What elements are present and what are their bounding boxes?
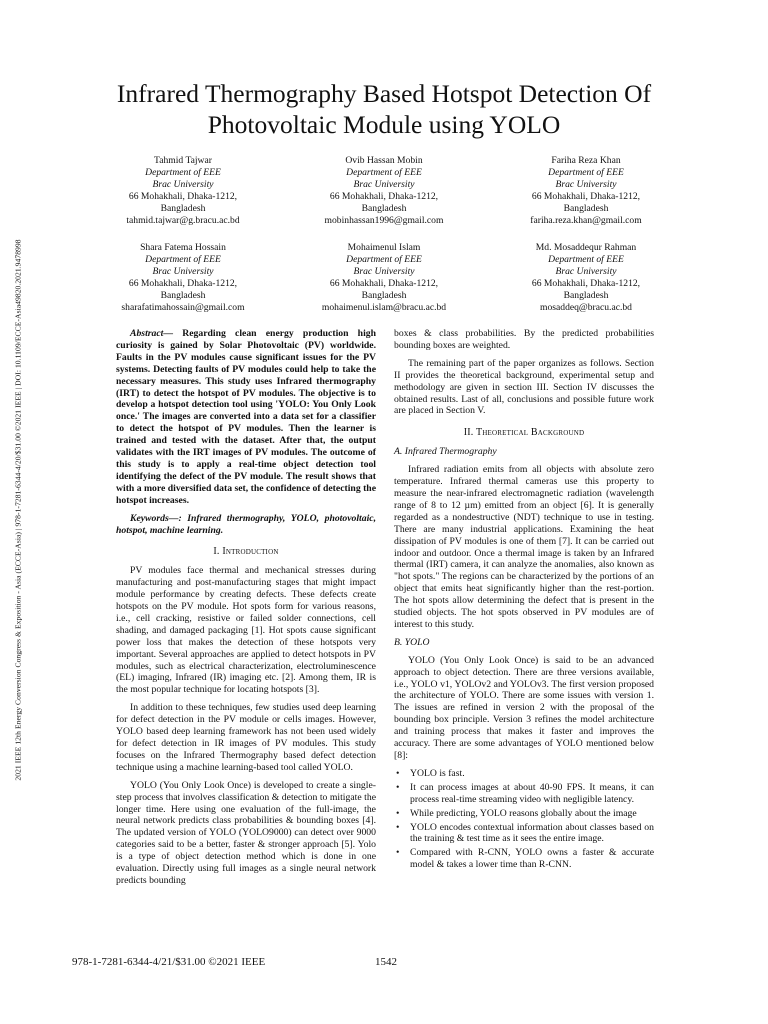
- author-addr: 66 Mohakhali, Dhaka-1212,: [128, 191, 238, 202]
- author-block-2: [279, 155, 489, 227]
- author-dept: Department of EEE: [548, 167, 624, 178]
- author-univ: Brac University: [152, 266, 214, 277]
- author-dept: Department of EEE: [145, 167, 221, 178]
- author-name: Fariha Reza Khan: [551, 155, 621, 166]
- intro-paragraph-1: PV modules face thermal and mechanical stresses during manufacturing and post-manufacturing stages that might impact module performance by creating defects. These defects create hotspots on the PV module. Hot spots form for various reasons, i.e., cell cracking, resistive or failed solder connections, cell shading, and damaged packaging [1]. Hot spots cause significant power loss that makes the detection of these hotspots very important. Several approaches are applied to detect hotspots in PV modules, such as electrical characterization, electroluminescence (EL) imaging, Infrared (IR) imaging etc. [2]. Among them, IR is the most popular technique for locating hotspots [3].: [116, 565, 376, 696]
- author-name: Shara Fatema Hossain: [140, 242, 226, 253]
- left-column: [116, 328, 376, 893]
- author-univ: Brac University: [353, 179, 415, 190]
- bullet-icon: •: [396, 807, 400, 819]
- author-name: Ovib Hassan Mobin: [345, 155, 423, 166]
- author-country: Bangladesh: [160, 203, 206, 214]
- section-heading-introduction: I. Introduction: [213, 546, 279, 558]
- footer-page-number: 1542: [375, 956, 397, 968]
- bullet-icon: •: [396, 821, 400, 833]
- list-item: • YOLO encodes contextual information about classes based on the training & test time as it sees the entire image.: [396, 821, 654, 845]
- right-paragraph-0: boxes & class probabilities. By the predicted probabilities bounding boxes are weighted.: [394, 328, 654, 351]
- author-addr: 66 Mohakhali, Dhaka-1212,: [128, 278, 238, 289]
- author-country: Bangladesh: [563, 203, 609, 214]
- author-univ: Brac University: [555, 179, 617, 190]
- list-item: • YOLO is fast.: [396, 767, 465, 779]
- author-block-5: [279, 242, 489, 314]
- intro-paragraph-2: In addition to these techniques, few studies used deep learning for defect detection in the PV module or cells images. However, YOLO based deep learning framework has not been used widely for defect detection in IR images of PV modules. This study focuses on the Infrared Thermography based defect detection technique using a machine learning-based tool called YOLO.: [116, 702, 376, 773]
- author-email[interactable]: mobinhassan1996@gmail.com: [324, 215, 444, 226]
- side-metadata: [9, 150, 27, 870]
- author-univ: Brac University: [353, 266, 415, 277]
- author-addr: 66 Mohakhali, Dhaka-1212,: [531, 191, 641, 202]
- bullet-icon: •: [396, 781, 400, 793]
- keywords: Keywords—: Infrared thermography, YOLO, photovoltaic, hotspot, machine learning.: [116, 512, 376, 536]
- author-dept: Department of EEE: [548, 254, 624, 265]
- author-email[interactable]: tahmid.tajwar@g.bracu.ac.bd: [126, 215, 240, 226]
- author-block-6: [481, 242, 691, 314]
- author-email[interactable]: fariha.reza.khan@gmail.com: [530, 215, 642, 226]
- author-name: Mohaimenul Islam: [347, 242, 421, 253]
- list-item: • While predicting, YOLO reasons globally about the image: [396, 807, 637, 819]
- author-block-3: [481, 155, 691, 227]
- author-addr: 66 Mohakhali, Dhaka-1212,: [531, 278, 641, 289]
- author-email[interactable]: mohaimenul.islam@bracu.ac.bd: [321, 302, 447, 313]
- list-item: • Compared with R-CNN, YOLO owns a faster & accurate model & takes a lower time than R-CNN.: [396, 847, 654, 871]
- right-paragraph-1: The remaining part of the paper organizes as follows. Section II provides the theoretical background, experimental setup and methodology are given in section III. Section IV discusses the obtained results. Last of all, conclusions and possible future work are placed in Section V.: [394, 357, 654, 417]
- author-country: Bangladesh: [160, 290, 206, 301]
- author-email[interactable]: sharafatimahossain@gmail.com: [121, 302, 245, 313]
- author-email[interactable]: mosaddeq@bracu.ac.bd: [540, 302, 632, 313]
- bullet-icon: •: [396, 847, 400, 859]
- abstract: [116, 328, 376, 507]
- author-country: Bangladesh: [563, 290, 609, 301]
- author-name: Tahmid Tajwar: [154, 155, 212, 166]
- right-column: [394, 328, 654, 873]
- section-heading-theoretical-background: II. Theoretical Background: [463, 427, 585, 439]
- infrared-paragraph: Infrared radiation emits from all objects with absolute zero temperature. Infrared thermal cameras use this property to measure the near-infrared electromagnetic radiation (wavelength range of 8 to 12 µm) emitted from an object [6]. It is generally regarded as a nondestructive (NDT) technique to use in testing. There are many industrial applications. Examining the heat dissipation of PV modules is one of them [7]. It can be carried out indoor and outdoor. Once a thermal image is taken by an Infrared thermal (IRT) camera, it can analyze the anomalies, also known as "hot spots." The regions can be characterized by the portions of an object that emits heat significantly higher than the rest-portion. The hot spots allow determining the defect that is present in the studied objects. The hot spots observed in PV modules are of interest to this study.: [394, 464, 654, 630]
- paper-title: [70, 78, 698, 140]
- author-country: Bangladesh: [361, 290, 407, 301]
- author-country: Bangladesh: [361, 203, 407, 214]
- author-dept: Department of EEE: [145, 254, 221, 265]
- list-item: • It can process images at about 40-90 FPS. It means, it can process real-time streaming video with negligible latency.: [396, 781, 654, 805]
- intro-paragraph-3: YOLO (You Only Look Once) is developed to create a single-step process that involves classification & detection to mitigate the longer time. Here using one evaluation of the full-image, the neural network predicts class probabilities & bounding boxes [4]. The updated version of YOLO (YOLO9000) can detect over 9000 categories said to be a better, faster & stronger approach [5]. Yolo is a type of object detection method which is done in one evaluation. Directly using full images as a single neural network predicts bounding: [116, 779, 376, 886]
- author-name: Md. Mosaddequr Rahman: [535, 242, 637, 253]
- title-line-1: Infrared Thermography Based Hotspot Detection Of: [116, 79, 652, 108]
- author-dept: Department of EEE: [346, 167, 422, 178]
- footer-copyright: 978-1-7281-6344-4/21/$31.00 ©2021 IEEE: [72, 956, 266, 968]
- abstract-text: Regarding clean energy production high curiosity is gained by Solar Photovoltaic (PV) worldwide. Faults in the PV modules cause significant issues for the PV systems. Detecting faults of PV modules could help to take the necessary measures. This study uses Infrared thermography (IRT) to detect the hotspot of PV modules. The objective is to develop a hotspot detection tool using 'YOLO: You Only Look once.' The images are converted into a data set for a classifier to detect the hotspot of PV modules. Then the learner is trained and tested with the dataset. After that, the output validates with the IRT images of PV modules. The outcome of this study is to apply a real-time object detection tool identifying the defect of the PV module. The result shows that with a more diversified data set, the confidence of detecting the hotspot increases.: [116, 328, 376, 506]
- abstract-label: Abstract—: [130, 328, 174, 339]
- author-univ: Brac University: [555, 266, 617, 277]
- bullet-icon: •: [396, 767, 400, 779]
- author-addr: 66 Mohakhali, Dhaka-1212,: [329, 191, 439, 202]
- author-univ: Brac University: [152, 179, 214, 190]
- side-metadata-text: 2021 IEEE 12th Energy Conversion Congress & Exposition - Asia (ECCE-Asia) | 978-1-7281-6344-4/20/$31.00 ©2021 IEEE | DOI: 10.1109/ECCE-Asia49820.2021.9478998: [13, 239, 23, 781]
- title-line-2: Photovoltaic Module using YOLO: [207, 110, 561, 139]
- author-addr: 66 Mohakhali, Dhaka-1212,: [329, 278, 439, 289]
- subsection-heading-yolo: B. YOLO: [394, 636, 430, 648]
- advantages-list: [394, 768, 654, 871]
- subsection-heading-infrared: A. Infrared Thermography: [394, 446, 497, 458]
- author-block-4: [78, 242, 288, 314]
- author-block-1: [78, 155, 288, 227]
- yolo-paragraph: YOLO (You Only Look Once) is said to be an advanced approach to object detection. There are three versions available, i.e., YOLO v1, YOLOv2 and YOLOv3. The first version proposed the architecture of YOLO. There are some issues with version 1. The issues are refined in version 2 with the proposal of the bounding box principle. Version 3 refines the model architecture and training process that makes it faster and improves the accuracy. There are some advantages of YOLO mentioned below [8]:: [394, 654, 654, 761]
- author-dept: Department of EEE: [346, 254, 422, 265]
